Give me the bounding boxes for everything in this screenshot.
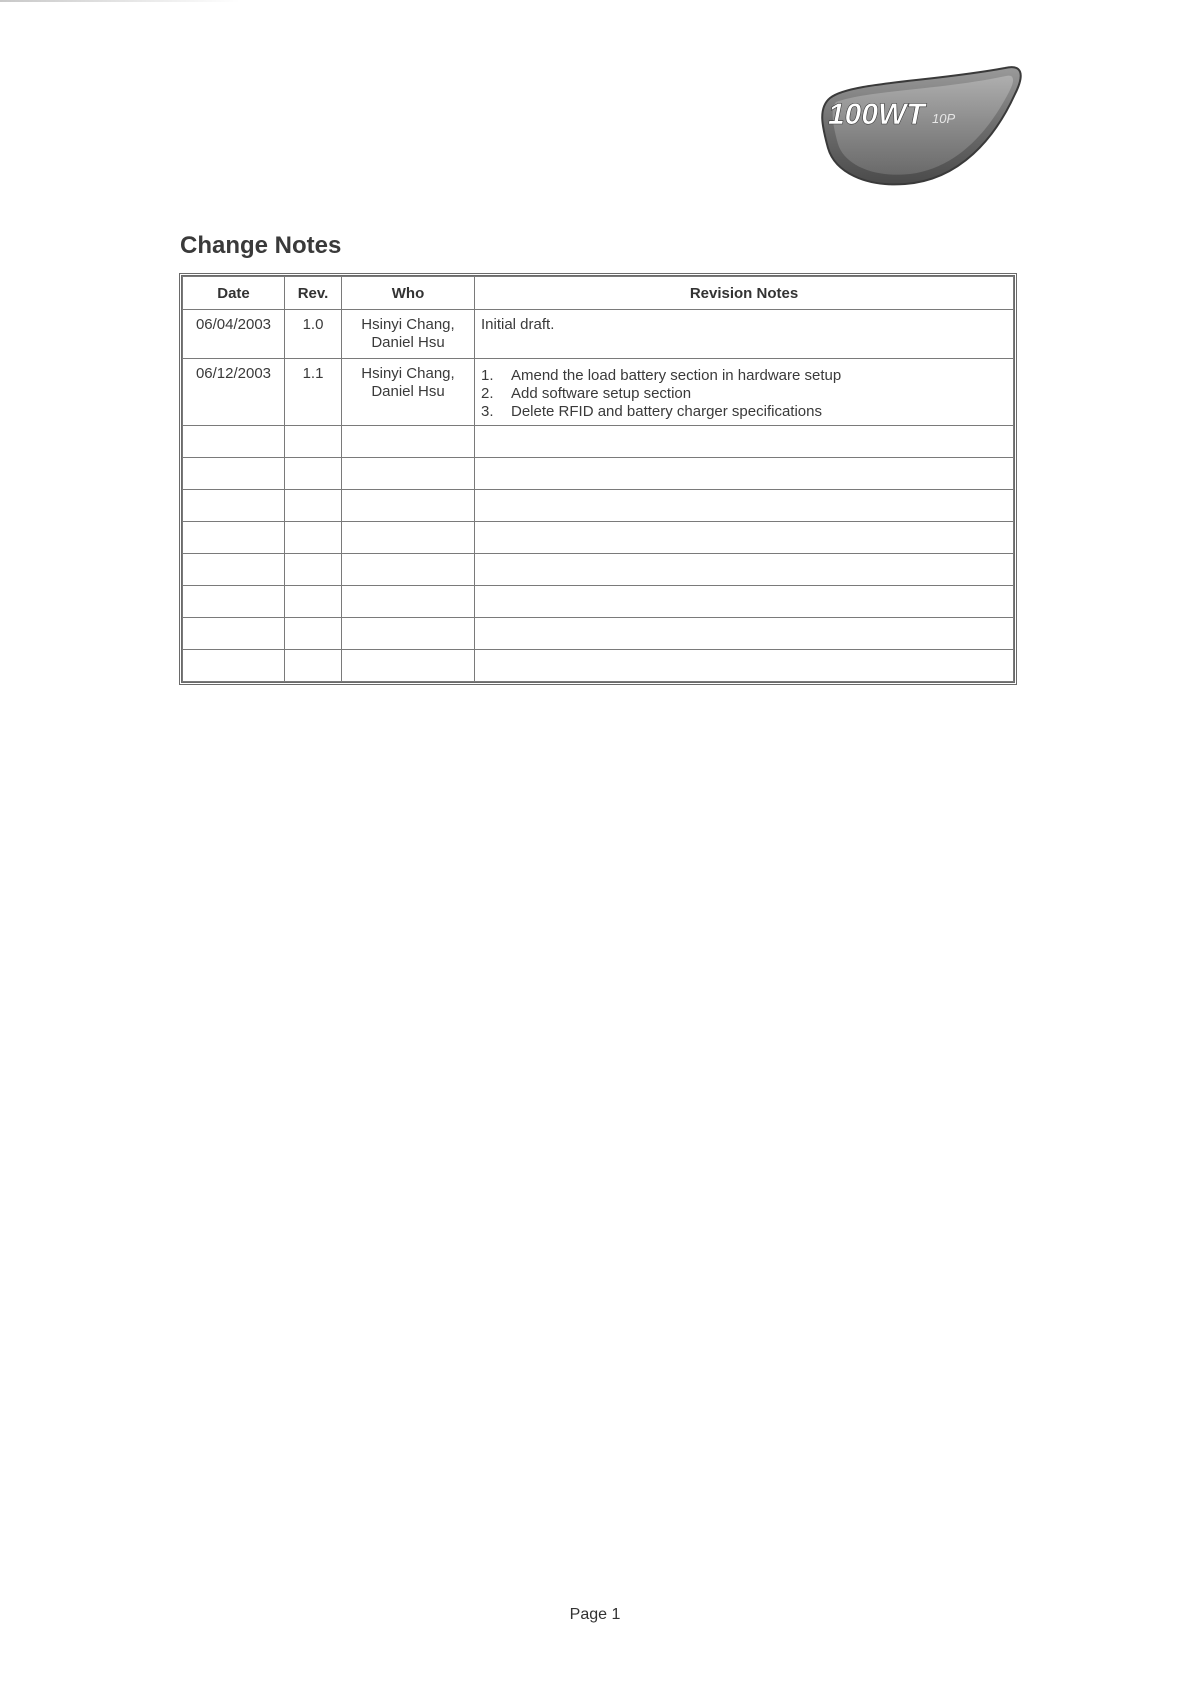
list-item-text: Delete RFID and battery charger specifications [511, 403, 822, 420]
empty-table-row [183, 522, 1014, 554]
empty-cell [285, 586, 342, 618]
cell-rev: 1.1 [285, 359, 342, 426]
empty-cell [183, 458, 285, 490]
empty-cell [475, 554, 1014, 586]
who-line: Hsinyi Chang, [361, 316, 455, 333]
table-row [183, 359, 1014, 426]
header-rev: Rev. [285, 277, 342, 310]
page-number: Page 1 [569, 1606, 621, 1623]
empty-cell [342, 650, 475, 682]
empty-table-row [183, 490, 1014, 522]
empty-cell [342, 586, 475, 618]
empty-cell [183, 650, 285, 682]
table-header-row [183, 277, 1014, 310]
who-line: Daniel Hsu [371, 383, 445, 400]
list-item [481, 403, 1007, 421]
empty-cell [183, 554, 285, 586]
empty-cell [183, 586, 285, 618]
list-item-number: 3. [481, 403, 494, 420]
empty-cell [475, 618, 1014, 650]
list-item-text: Amend the load battery section in hardware setup [511, 367, 842, 384]
empty-table-row [183, 426, 1014, 458]
cell-notes [475, 359, 1014, 426]
product-logo [810, 60, 1025, 190]
header-revision-notes: Revision Notes [475, 277, 1014, 310]
scan-edge [0, 0, 240, 2]
cell-notes: Initial draft. [475, 310, 1014, 359]
logo-sub-text: 10P [932, 111, 956, 126]
list-item [481, 367, 1007, 385]
who-line: Hsinyi Chang, [361, 365, 455, 382]
empty-cell [183, 618, 285, 650]
empty-table-row [183, 650, 1014, 682]
logo-badge-icon [810, 60, 1025, 190]
empty-cell [342, 618, 475, 650]
page-title: Change Notes [180, 232, 342, 259]
list-item-number: 2. [481, 385, 494, 402]
empty-cell [183, 426, 285, 458]
notes-list [481, 367, 1007, 421]
empty-table-row [183, 586, 1014, 618]
empty-table-row [183, 618, 1014, 650]
cell-who [342, 359, 475, 426]
empty-cell [342, 458, 475, 490]
empty-cell [342, 554, 475, 586]
empty-cell [475, 586, 1014, 618]
list-item-text: Add software setup section [511, 385, 692, 402]
who-line: Daniel Hsu [371, 334, 445, 351]
list-item-number: 1. [481, 367, 494, 384]
empty-cell [285, 554, 342, 586]
empty-cell [475, 490, 1014, 522]
logo-main-text: 100WT [828, 98, 925, 131]
header-date: Date [183, 277, 285, 310]
empty-table-row [183, 458, 1014, 490]
list-item [481, 385, 1007, 403]
empty-cell [342, 490, 475, 522]
empty-table-row [183, 554, 1014, 586]
empty-cell [183, 490, 285, 522]
empty-cell [285, 458, 342, 490]
cell-date: 06/12/2003 [183, 359, 285, 426]
empty-cell [183, 522, 285, 554]
cell-date: 06/04/2003 [183, 310, 285, 359]
cell-rev: 1.0 [285, 310, 342, 359]
empty-cell [475, 426, 1014, 458]
cell-who [342, 310, 475, 359]
table-row [183, 310, 1014, 359]
empty-cell [285, 426, 342, 458]
empty-cell [342, 522, 475, 554]
empty-cell [285, 618, 342, 650]
empty-cell [475, 522, 1014, 554]
empty-cell [285, 490, 342, 522]
empty-cell [285, 650, 342, 682]
header-who: Who [342, 277, 475, 310]
empty-cell [342, 426, 475, 458]
empty-cell [475, 458, 1014, 490]
empty-cell [285, 522, 342, 554]
empty-cell [475, 650, 1014, 682]
change-notes-table [179, 273, 1017, 685]
